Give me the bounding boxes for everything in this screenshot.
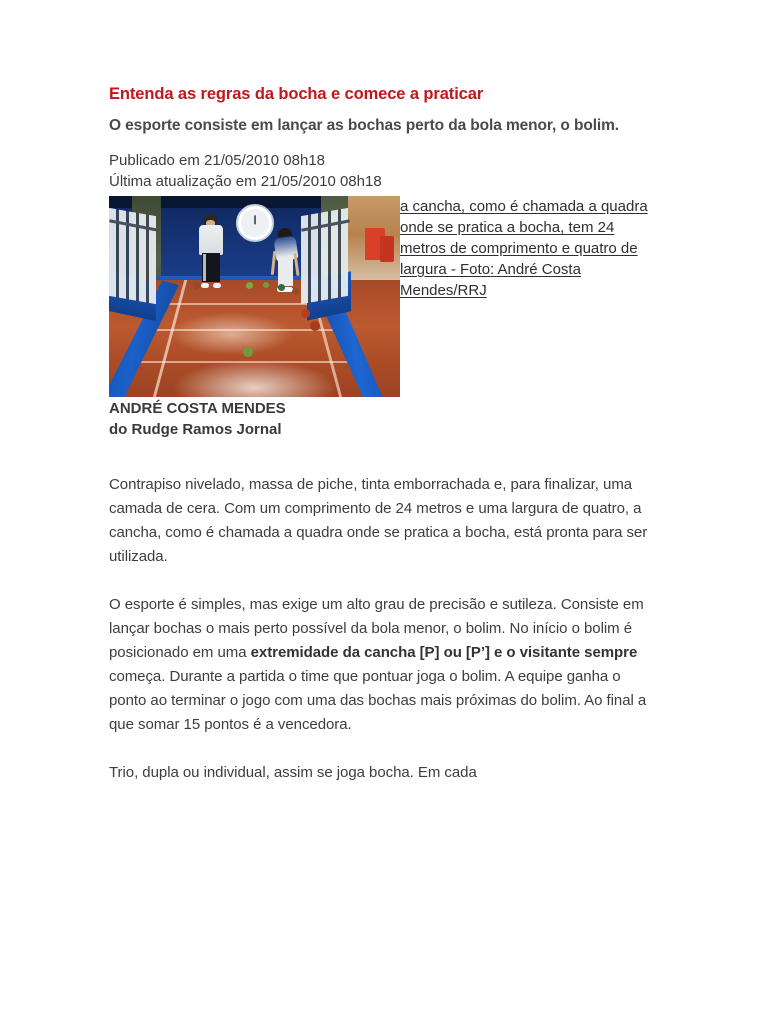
body-paragraph-1: Contrapiso nivelado, massa de piche, tinta emborrachada e, para finalizar, uma camada de cera. Com um comprimento de 24 metros e uma largura de quatro, a cancha, como é chamada a quadra onde se pratica a bocha, está pronta para ser utilizada. xyxy=(109,476,648,565)
player-arm-left xyxy=(271,251,277,276)
body-paragraph-3: Trio, dupla ou individual, assim se joga bocha. Em cada xyxy=(109,764,477,781)
paragraph-2-emphasis: extremidade da cancha [P] ou [P’] e o visitante sempre xyxy=(250,644,638,661)
bolim-ball xyxy=(243,347,253,357)
player-arm-right xyxy=(294,252,300,275)
page-title: Entenda as regras da bocha e comece a praticar xyxy=(109,85,484,103)
article-subtitle: O esporte consiste em lançar as bochas perto da bola menor, o bolim. xyxy=(109,117,620,134)
paragraph-2-text-end: começa. Durante a partida o time que pontuar joga o bolim. A equipe ganha o ponto ao terminar o jogo com uma das bochas mais próximas do bolim. Ao final a que somar 15 pontos é a vencedora. xyxy=(109,668,647,733)
photo-player-standing xyxy=(196,214,225,288)
photo-court-crossline-3 xyxy=(132,361,353,363)
bocha-court-photo xyxy=(109,196,400,397)
paragraph-2-text-start: O esporte é simples, mas exige um alto grau de precisão e sutileza. Consiste em lançar bochas o mais perto possível da bola menor, o bolim. No início o bolim é posicionado em uma xyxy=(109,596,644,661)
byline-author: ANDRÉ COSTA MENDES xyxy=(109,400,286,417)
article-content xyxy=(109,84,657,809)
player-shirt xyxy=(199,225,223,255)
player-legs xyxy=(278,259,293,286)
player-shoe-right xyxy=(213,283,221,289)
byline-outlet: do Rudge Ramos Jornal xyxy=(109,421,282,438)
player-pant-stripe xyxy=(203,254,206,281)
byline xyxy=(109,397,657,440)
body-paragraph-2 xyxy=(109,593,657,737)
photo-red-chair-second xyxy=(380,236,395,262)
article-figure xyxy=(109,196,657,301)
updated-date: Última atualização em 21/05/2010 08h18 xyxy=(109,173,382,190)
wall-clock-icon xyxy=(236,204,274,242)
photo-player-bowling xyxy=(269,228,304,292)
bocha-ball xyxy=(310,321,320,331)
figure-caption: a cancha, como é chamada a quadra onde se pratica a bocha, tem 24 metros de comprimento e quatro de largura - Foto: André Costa Mendes/RRJ xyxy=(400,198,648,299)
player-shoe-left xyxy=(201,283,209,289)
article-meta xyxy=(109,150,657,192)
bocha-ball xyxy=(301,309,310,318)
published-date: Publicado em 21/05/2010 08h18 xyxy=(109,152,326,169)
